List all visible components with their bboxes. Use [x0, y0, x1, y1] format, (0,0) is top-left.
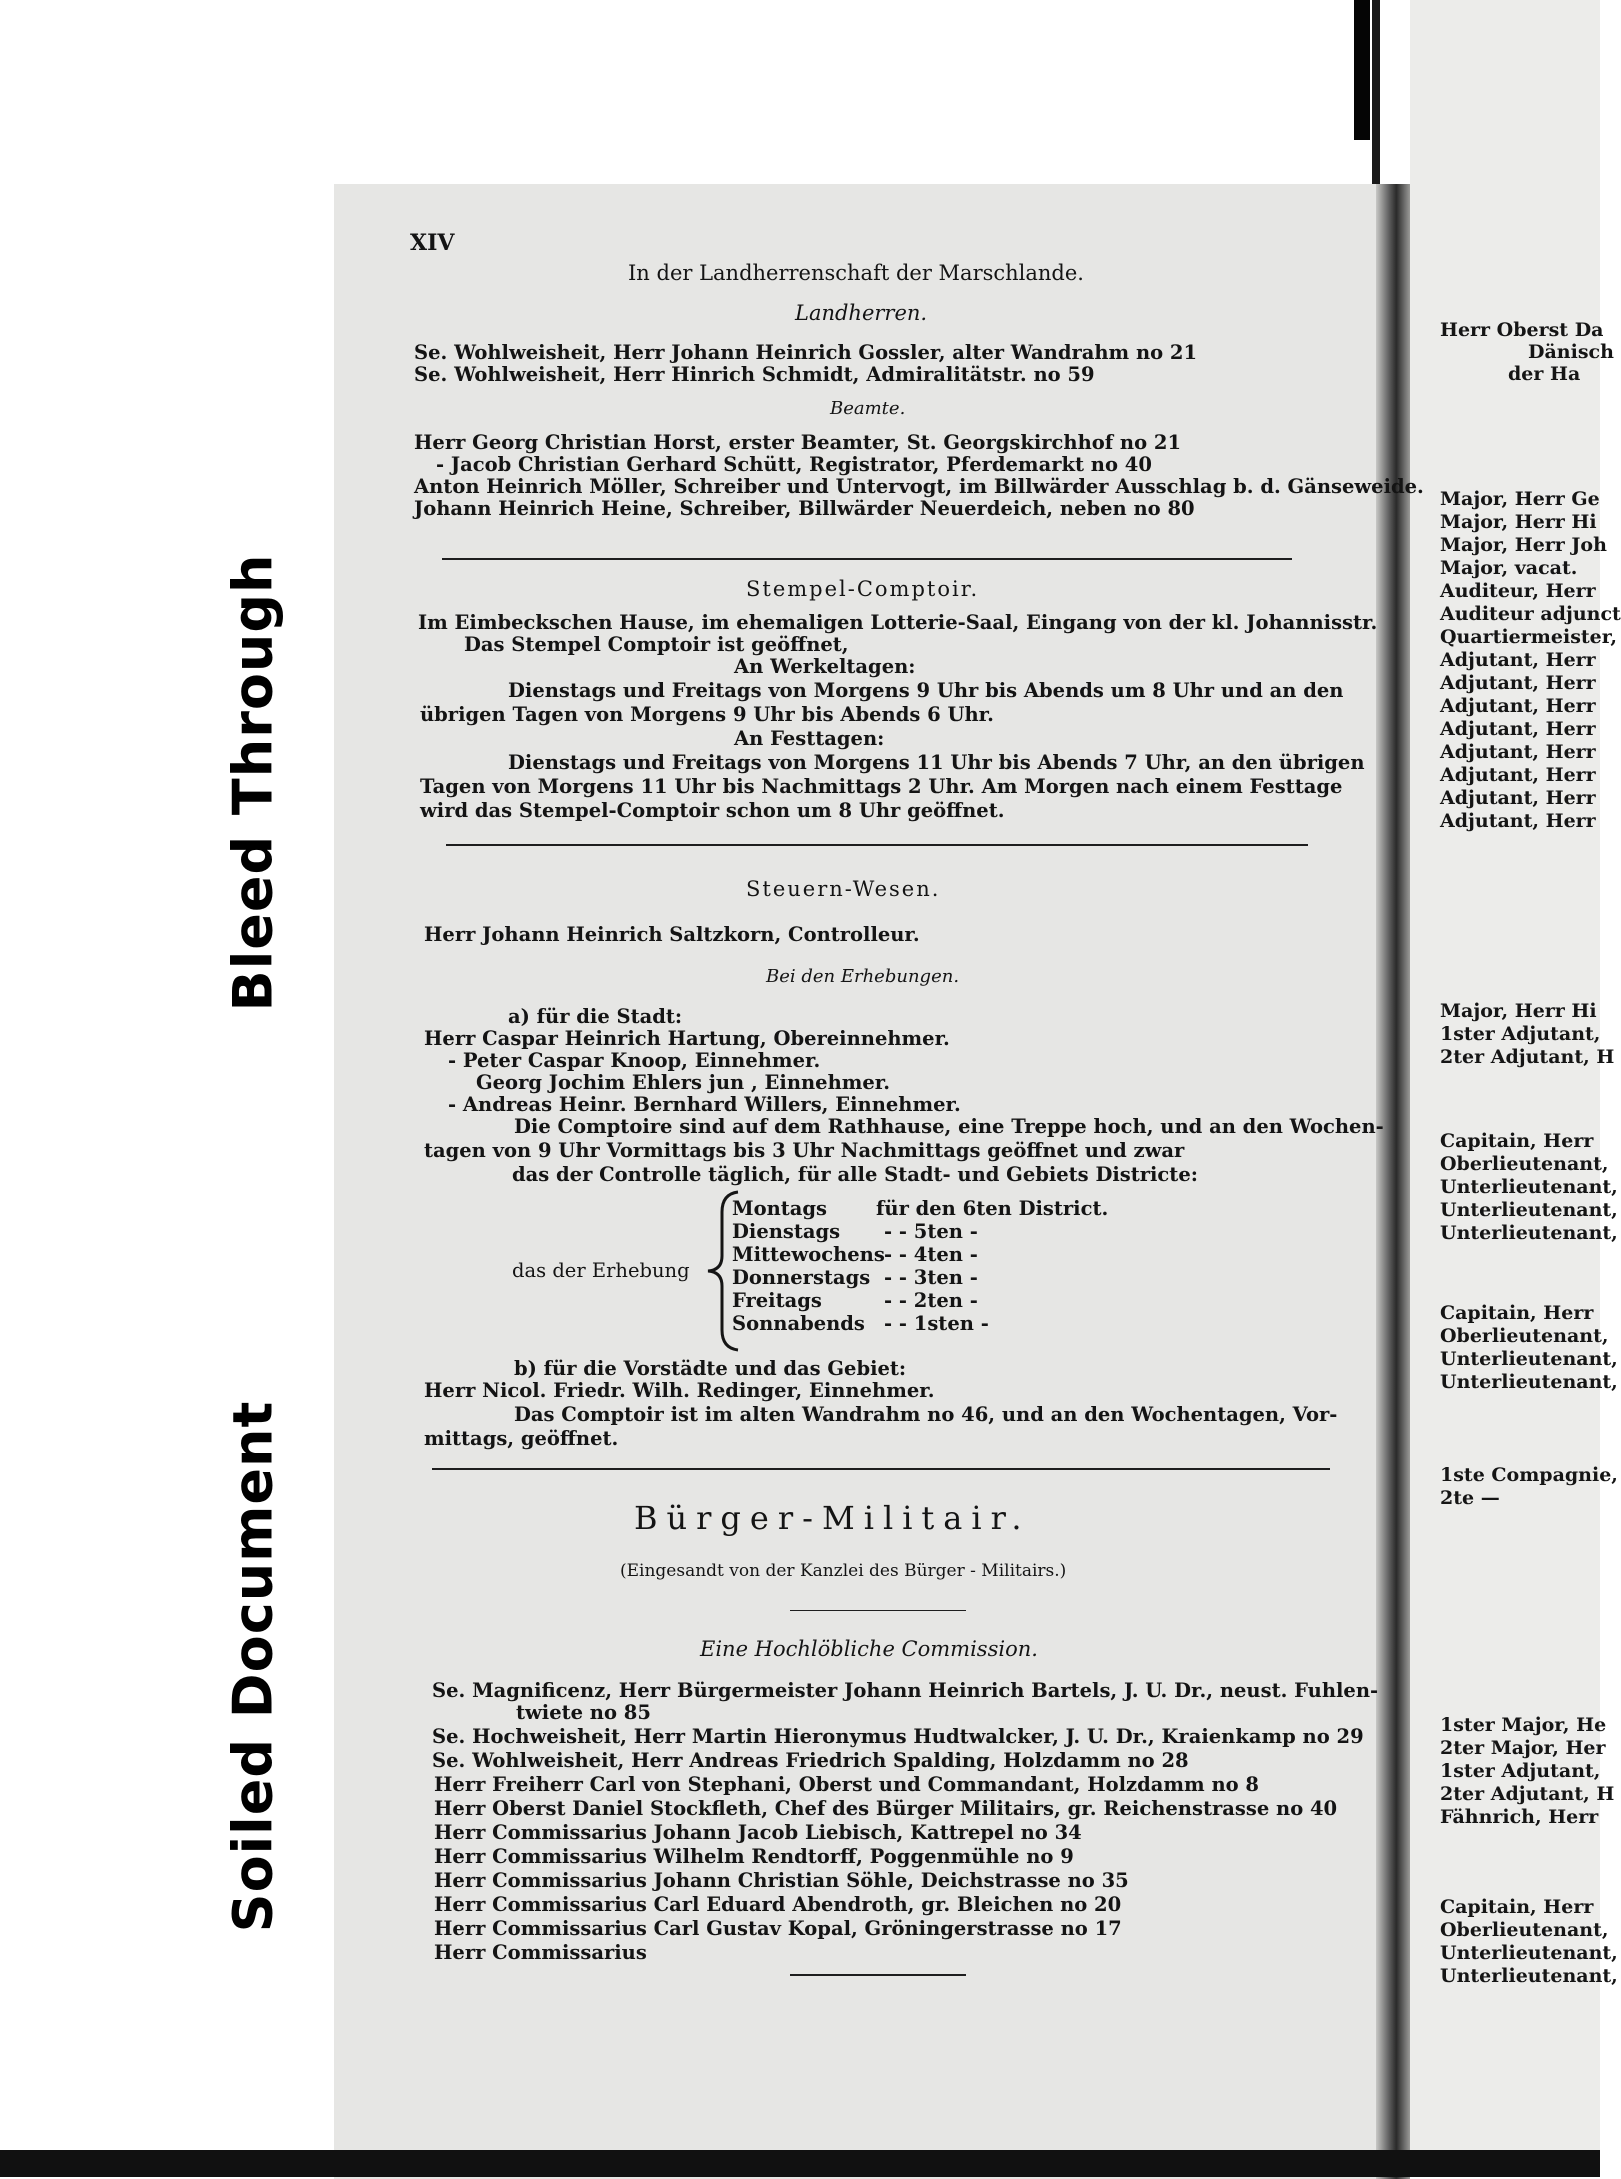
facing-line: 2ter Adjutant, H: [1440, 1783, 1615, 1805]
facing-line: 2ter Adjutant, H: [1440, 1046, 1615, 1068]
stempel-line: Dienstags und Freitags von Morgens 11 Uhr bis Abends 7 Uhr, an den übrigen: [508, 751, 1365, 774]
vorstaedte-line: mittags, geöffnet.: [424, 1427, 619, 1450]
stempel-line: wird das Stempel-Comptoir schon um 8 Uhr geöffnet.: [420, 799, 1005, 822]
stadt-heading: a) für die Stadt:: [508, 1005, 683, 1028]
facing-line: Unterlieutenant,: [1440, 1942, 1618, 1964]
subheading-landherren: Landherren.: [795, 301, 928, 325]
section-divider: [432, 1468, 1330, 1470]
facing-line: Adjutant, Herr: [1440, 695, 1596, 717]
soiled-document-label: Soiled Document: [217, 1356, 289, 1976]
facing-line: 1ster Major, He: [1440, 1714, 1607, 1736]
subheading-erhebungen: Bei den Erhebungen.: [766, 966, 960, 987]
section-divider: [446, 844, 1308, 846]
facing-line: Dänisch: [1528, 341, 1614, 363]
commission-line: Herr Commissarius Carl Gustav Kopal, Gröningerstrasse no 17: [434, 1917, 1122, 1940]
binding-edge-inner: [1372, 0, 1380, 184]
facing-line: Oberlieutenant,: [1440, 1325, 1609, 1347]
facing-line: Adjutant, Herr: [1440, 718, 1596, 740]
day-item: Montags: [732, 1197, 828, 1220]
stadt-line: Herr Caspar Heinrich Hartung, Obereinnehmer.: [424, 1027, 950, 1050]
day-item: Sonnabends: [732, 1312, 865, 1335]
facing-line: Unterlieutenant,: [1440, 1371, 1618, 1393]
stempel-line: Tagen von Morgens 11 Uhr bis Nachmittags 2 Uhr. Am Morgen nach einem Festtage: [420, 775, 1343, 798]
day-item: Donnerstags: [732, 1266, 871, 1289]
facing-line: Herr Oberst Da: [1440, 319, 1604, 341]
facing-line: Adjutant, Herr: [1440, 672, 1596, 694]
facing-line: 2te —: [1440, 1487, 1500, 1509]
facing-line: 1ster Adjutant,: [1440, 1760, 1601, 1782]
district-item: für den 6ten District.: [876, 1197, 1109, 1220]
beamter-line: - Jacob Christian Gerhard Schütt, Registrator, Pferdemarkt no 40: [436, 453, 1152, 476]
commission-line: Se. Hochweisheit, Herr Martin Hieronymus Hudtwalcker, J. U. Dr., Kraienkamp no 29: [432, 1725, 1364, 1748]
facing-line: Capitain, Herr: [1440, 1130, 1594, 1152]
commission-line: Herr Commissarius Johann Christian Söhle, Deichstrasse no 35: [434, 1869, 1129, 1892]
controlleur-line: Herr Johann Heinrich Saltzkorn, Controlleur.: [424, 923, 920, 946]
facing-line: Adjutant, Herr: [1440, 764, 1596, 786]
facing-line: Unterlieutenant,: [1440, 1176, 1618, 1198]
erhebung-label: das der Erhebung: [512, 1259, 690, 1282]
landherr-line: Se. Wohlweisheit, Herr Hinrich Schmidt, Admiralitätstr. no 59: [414, 363, 1095, 386]
beamter-line: Johann Heinrich Heine, Schreiber, Billwärder Neuerdeich, neben no 80: [414, 497, 1195, 520]
facing-line: Major, vacat.: [1440, 557, 1578, 579]
facing-line: Auditeur adjunct: [1440, 603, 1621, 625]
facing-line: Major, Herr Joh: [1440, 534, 1607, 556]
facing-line: Unterlieutenant,: [1440, 1965, 1618, 1987]
commission-line: Herr Commissarius Carl Eduard Abendroth, gr. Bleichen no 20: [434, 1893, 1122, 1916]
stempel-line: Im Eimbeckschen Hause, im ehemaligen Lotterie-Saal, Eingang von der kl. Johannisstr.: [418, 611, 1378, 634]
bleed-through-label: Bleed Through: [217, 512, 289, 1052]
stempel-line: Das Stempel Comptoir ist geöffnet,: [464, 633, 849, 656]
commission-line: Herr Commissarius Johann Jacob Liebisch, Kattrepel no 34: [434, 1821, 1082, 1844]
facing-line: Oberlieutenant,: [1440, 1919, 1609, 1941]
facing-line: 2ter Major, Her: [1440, 1737, 1606, 1759]
stadt-line: - Peter Caspar Knoop, Einnehmer.: [448, 1049, 821, 1072]
section-heading-militair: Bürger-Militair.: [634, 1499, 1031, 1537]
stadt-line: Georg Jochim Ehlers jun , Einnehmer.: [476, 1071, 891, 1094]
page-number: XIV: [410, 230, 455, 256]
scan-bottom-edge: [0, 2150, 1600, 2177]
commission-line: Se. Wohlweisheit, Herr Andreas Friedrich Spalding, Holzdamm no 28: [432, 1749, 1189, 1772]
section-heading-stempel: Stempel-Comptoir.: [746, 577, 980, 601]
section-divider: [442, 558, 1292, 560]
district-item: - - 5ten -: [884, 1220, 978, 1243]
commission-heading: Eine Hochlöbliche Commission.: [700, 1637, 1038, 1661]
vorstaedte-heading: b) für die Vorstädte und das Gebiet:: [514, 1357, 907, 1380]
facing-line: Auditeur, Herr: [1440, 580, 1596, 602]
district-item: - - 2ten -: [884, 1289, 978, 1312]
facing-line: der Ha: [1508, 363, 1581, 385]
facing-line: Major, Herr Hi: [1440, 1000, 1597, 1022]
district-item: - - 4ten -: [884, 1243, 978, 1266]
stempel-line: An Werkeltagen:: [734, 655, 916, 678]
stadt-line: - Andreas Heinr. Bernhard Willers, Einnehmer.: [448, 1093, 961, 1116]
facing-line: Capitain, Herr: [1440, 1896, 1594, 1918]
stadt-line: das der Controlle täglich, für alle Stadt- und Gebiets Districte:: [512, 1163, 1198, 1186]
facing-line: Adjutant, Herr: [1440, 787, 1596, 809]
stadt-line: tagen von 9 Uhr Vormittags bis 3 Uhr Nachmittags geöffnet und zwar: [424, 1139, 1185, 1162]
landherr-line: Se. Wohlweisheit, Herr Johann Heinrich Gossler, alter Wandrahm no 21: [414, 341, 1198, 364]
facing-line: Unterlieutenant,: [1440, 1222, 1618, 1244]
stadt-line: Die Comptoire sind auf dem Rathhause, eine Treppe hoch, und an den Wochen-: [514, 1115, 1384, 1138]
section-heading-landherrenschaft: In der Landherrenschaft der Marschlande.: [628, 261, 1084, 285]
facing-line: Major, Herr Hi: [1440, 511, 1597, 533]
day-item: Mittewochens: [732, 1243, 885, 1266]
district-item: - - 1sten -: [884, 1312, 989, 1335]
facing-line: Unterlieutenant,: [1440, 1199, 1618, 1221]
facing-line: Adjutant, Herr: [1440, 810, 1596, 832]
stempel-line: An Festtagen:: [734, 727, 885, 750]
day-item: Freitags: [732, 1289, 822, 1312]
stempel-line: Dienstags und Freitags von Morgens 9 Uhr bis Abends um 8 Uhr und an den: [508, 679, 1344, 702]
facing-line: Oberlieutenant,: [1440, 1153, 1609, 1175]
subheading-beamte: Beamte.: [830, 398, 906, 419]
facing-line: Major, Herr Ge: [1440, 488, 1600, 510]
facing-line: Quartiermeister,: [1440, 626, 1617, 648]
beamter-line: Anton Heinrich Möller, Schreiber und Untervogt, im Billwärder Ausschlag b. d. Gänseweide.: [414, 475, 1424, 498]
facing-line: Unterlieutenant,: [1440, 1348, 1618, 1370]
commission-line: Se. Magnificenz, Herr Bürgermeister Johann Heinrich Bartels, J. U. Dr., neust. Fuhlen-: [432, 1679, 1379, 1702]
facing-line: Adjutant, Herr: [1440, 649, 1596, 671]
vorstaedte-line: Herr Nicol. Friedr. Wilh. Redinger, Einnehmer.: [424, 1379, 935, 1402]
short-divider: [790, 1610, 966, 1611]
facing-line: Adjutant, Herr: [1440, 741, 1596, 763]
facing-line: Fähnrich, Herr: [1440, 1806, 1599, 1828]
commission-line: Herr Commissarius: [434, 1941, 647, 1964]
day-item: Dienstags: [732, 1220, 841, 1243]
section-heading-steuern: Steuern-Wesen.: [746, 877, 941, 901]
stempel-line: übrigen Tagen von Morgens 9 Uhr bis Abends 6 Uhr.: [420, 703, 994, 726]
short-divider: [790, 1974, 966, 1976]
commission-line: twiete no 85: [516, 1701, 651, 1724]
militair-note: (Eingesandt von der Kanzlei des Bürger - Militairs.): [620, 1561, 1067, 1581]
facing-line: Capitain, Herr: [1440, 1302, 1594, 1324]
binding-edge: [1354, 0, 1370, 140]
vorstaedte-line: Das Comptoir ist im alten Wandrahm no 46, und an den Wochentagen, Vor-: [514, 1403, 1338, 1426]
facing-line: 1ster Adjutant,: [1440, 1023, 1601, 1045]
commission-line: Herr Commissarius Wilhelm Rendtorff, Poggenmühle no 9: [434, 1845, 1074, 1868]
commission-line: Herr Oberst Daniel Stockfleth, Chef des Bürger Militairs, gr. Reichenstrasse no 40: [434, 1797, 1338, 1820]
district-item: - - 3ten -: [884, 1266, 978, 1289]
facing-line: 1ste Compagnie,: [1440, 1464, 1618, 1486]
beamter-line: Herr Georg Christian Horst, erster Beamter, St. Georgskirchhof no 21: [414, 431, 1182, 454]
commission-line: Herr Freiherr Carl von Stephani, Oberst und Commandant, Holzdamm no 8: [434, 1773, 1259, 1796]
